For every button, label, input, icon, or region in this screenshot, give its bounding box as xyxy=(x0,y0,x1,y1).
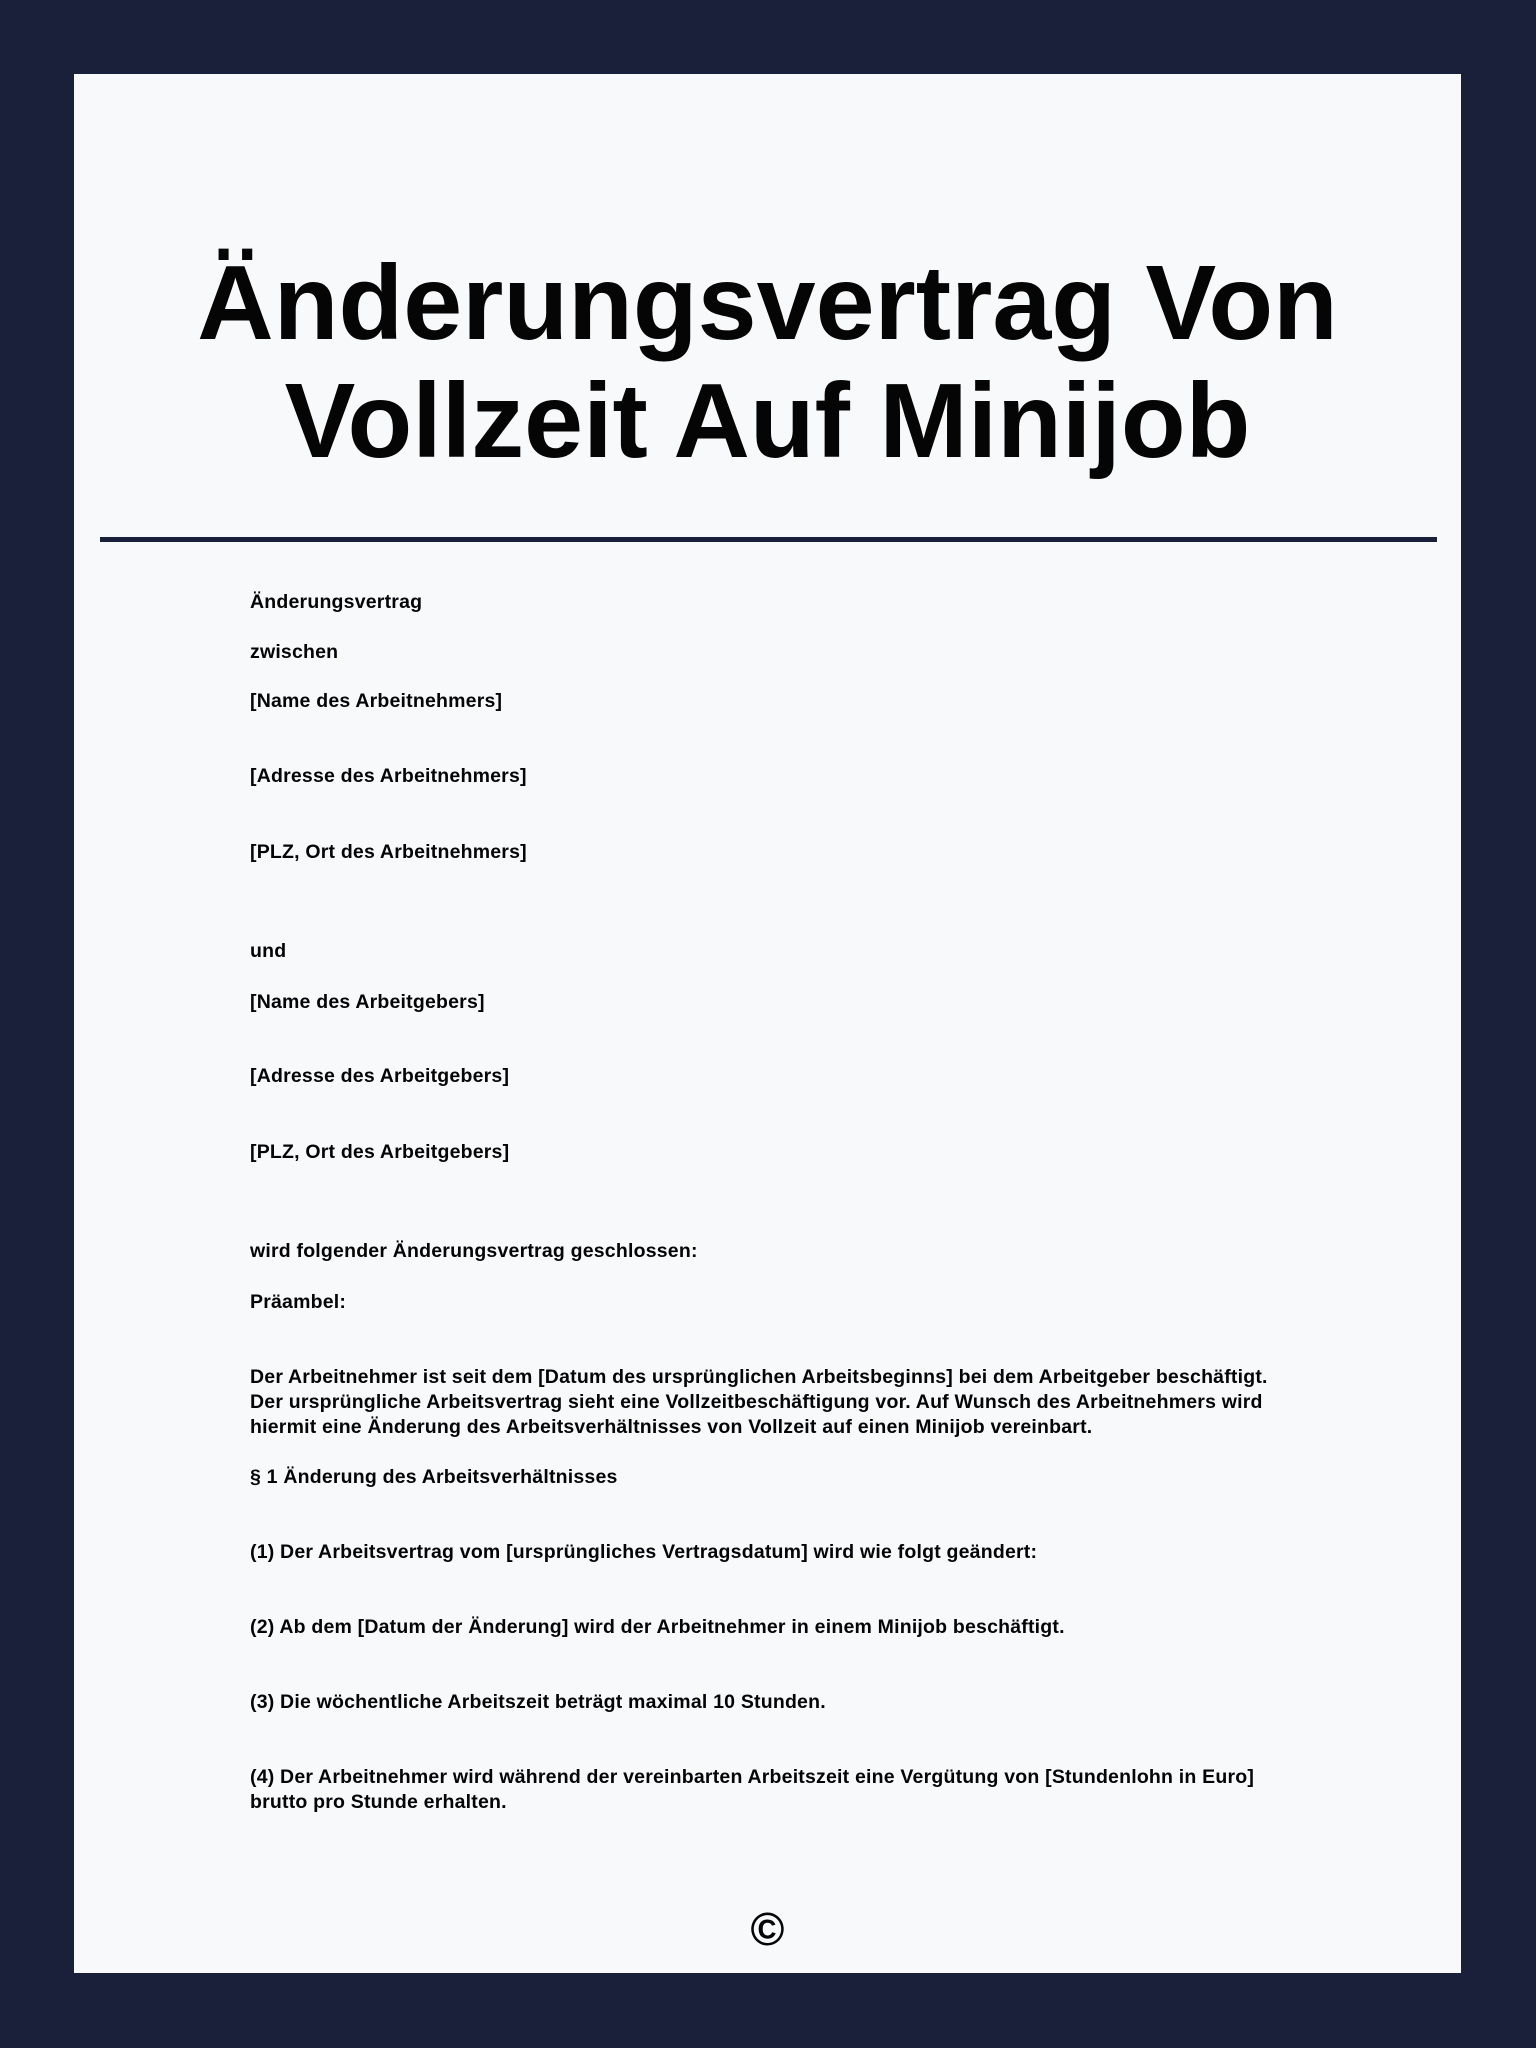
document-page xyxy=(74,74,1461,1973)
clause-4-cont: brutto pro Stunde erhalten. xyxy=(250,1791,507,1813)
clause-2: (2) Ab dem [Datum der Änderung] wird der Arbeitnehmer in einem Minijob beschäftigt. xyxy=(250,1616,1065,1638)
employer-address: [Adresse des Arbeitgebers] xyxy=(250,1065,510,1087)
employer-city: [PLZ, Ort des Arbeitgebers] xyxy=(250,1141,510,1163)
clause-3: (3) Die wöchentliche Arbeitszeit beträgt maximal 10 Stunden. xyxy=(250,1691,826,1713)
employee-address: [Adresse des Arbeitnehmers] xyxy=(250,765,527,787)
employer-name: [Name des Arbeitgebers] xyxy=(250,991,485,1013)
clause-4: (4) Der Arbeitnehmer wird während der vereinbarten Arbeitszeit eine Vergütung von [Stundenlohn in Euro] xyxy=(250,1766,1255,1788)
title-line-2: Vollzeit Auf Minijob xyxy=(284,362,1251,480)
preamble-line: Der Arbeitnehmer ist seit dem [Datum des ursprünglichen Arbeitsbeginns] bei dem Arbeitgeber beschäftigt. xyxy=(250,1366,1268,1388)
document-title xyxy=(74,244,1461,480)
section-heading: § 1 Änderung des Arbeitsverhältnisses xyxy=(250,1466,618,1488)
copyright-symbol: © xyxy=(750,1903,785,1955)
clause-1: (1) Der Arbeitsvertrag vom [ursprüngliches Vertragsdatum] wird wie folgt geändert: xyxy=(250,1541,1038,1563)
text-line: zwischen xyxy=(250,641,339,663)
preamble-heading: Präambel: xyxy=(250,1291,347,1313)
heading-text: Änderungsvertrag xyxy=(250,591,423,613)
preamble-line: hiermit eine Änderung des Arbeitsverhältnisses von Vollzeit auf einen Minijob vereinbart. xyxy=(250,1416,1093,1438)
employee-name: [Name des Arbeitnehmers] xyxy=(250,690,503,712)
title-divider xyxy=(100,537,1437,542)
text-line: und xyxy=(250,940,287,962)
preamble-line: Der ursprüngliche Arbeitsvertrag sieht eine Vollzeitbeschäftigung vor. Auf Wunsch des Arbeitnehmers wird xyxy=(250,1391,1263,1413)
employee-city: [PLZ, Ort des Arbeitnehmers] xyxy=(250,841,527,863)
title-line-1: Änderungsvertrag Von xyxy=(197,244,1338,362)
text-line: wird folgender Änderungsvertrag geschlossen: xyxy=(250,1240,698,1262)
